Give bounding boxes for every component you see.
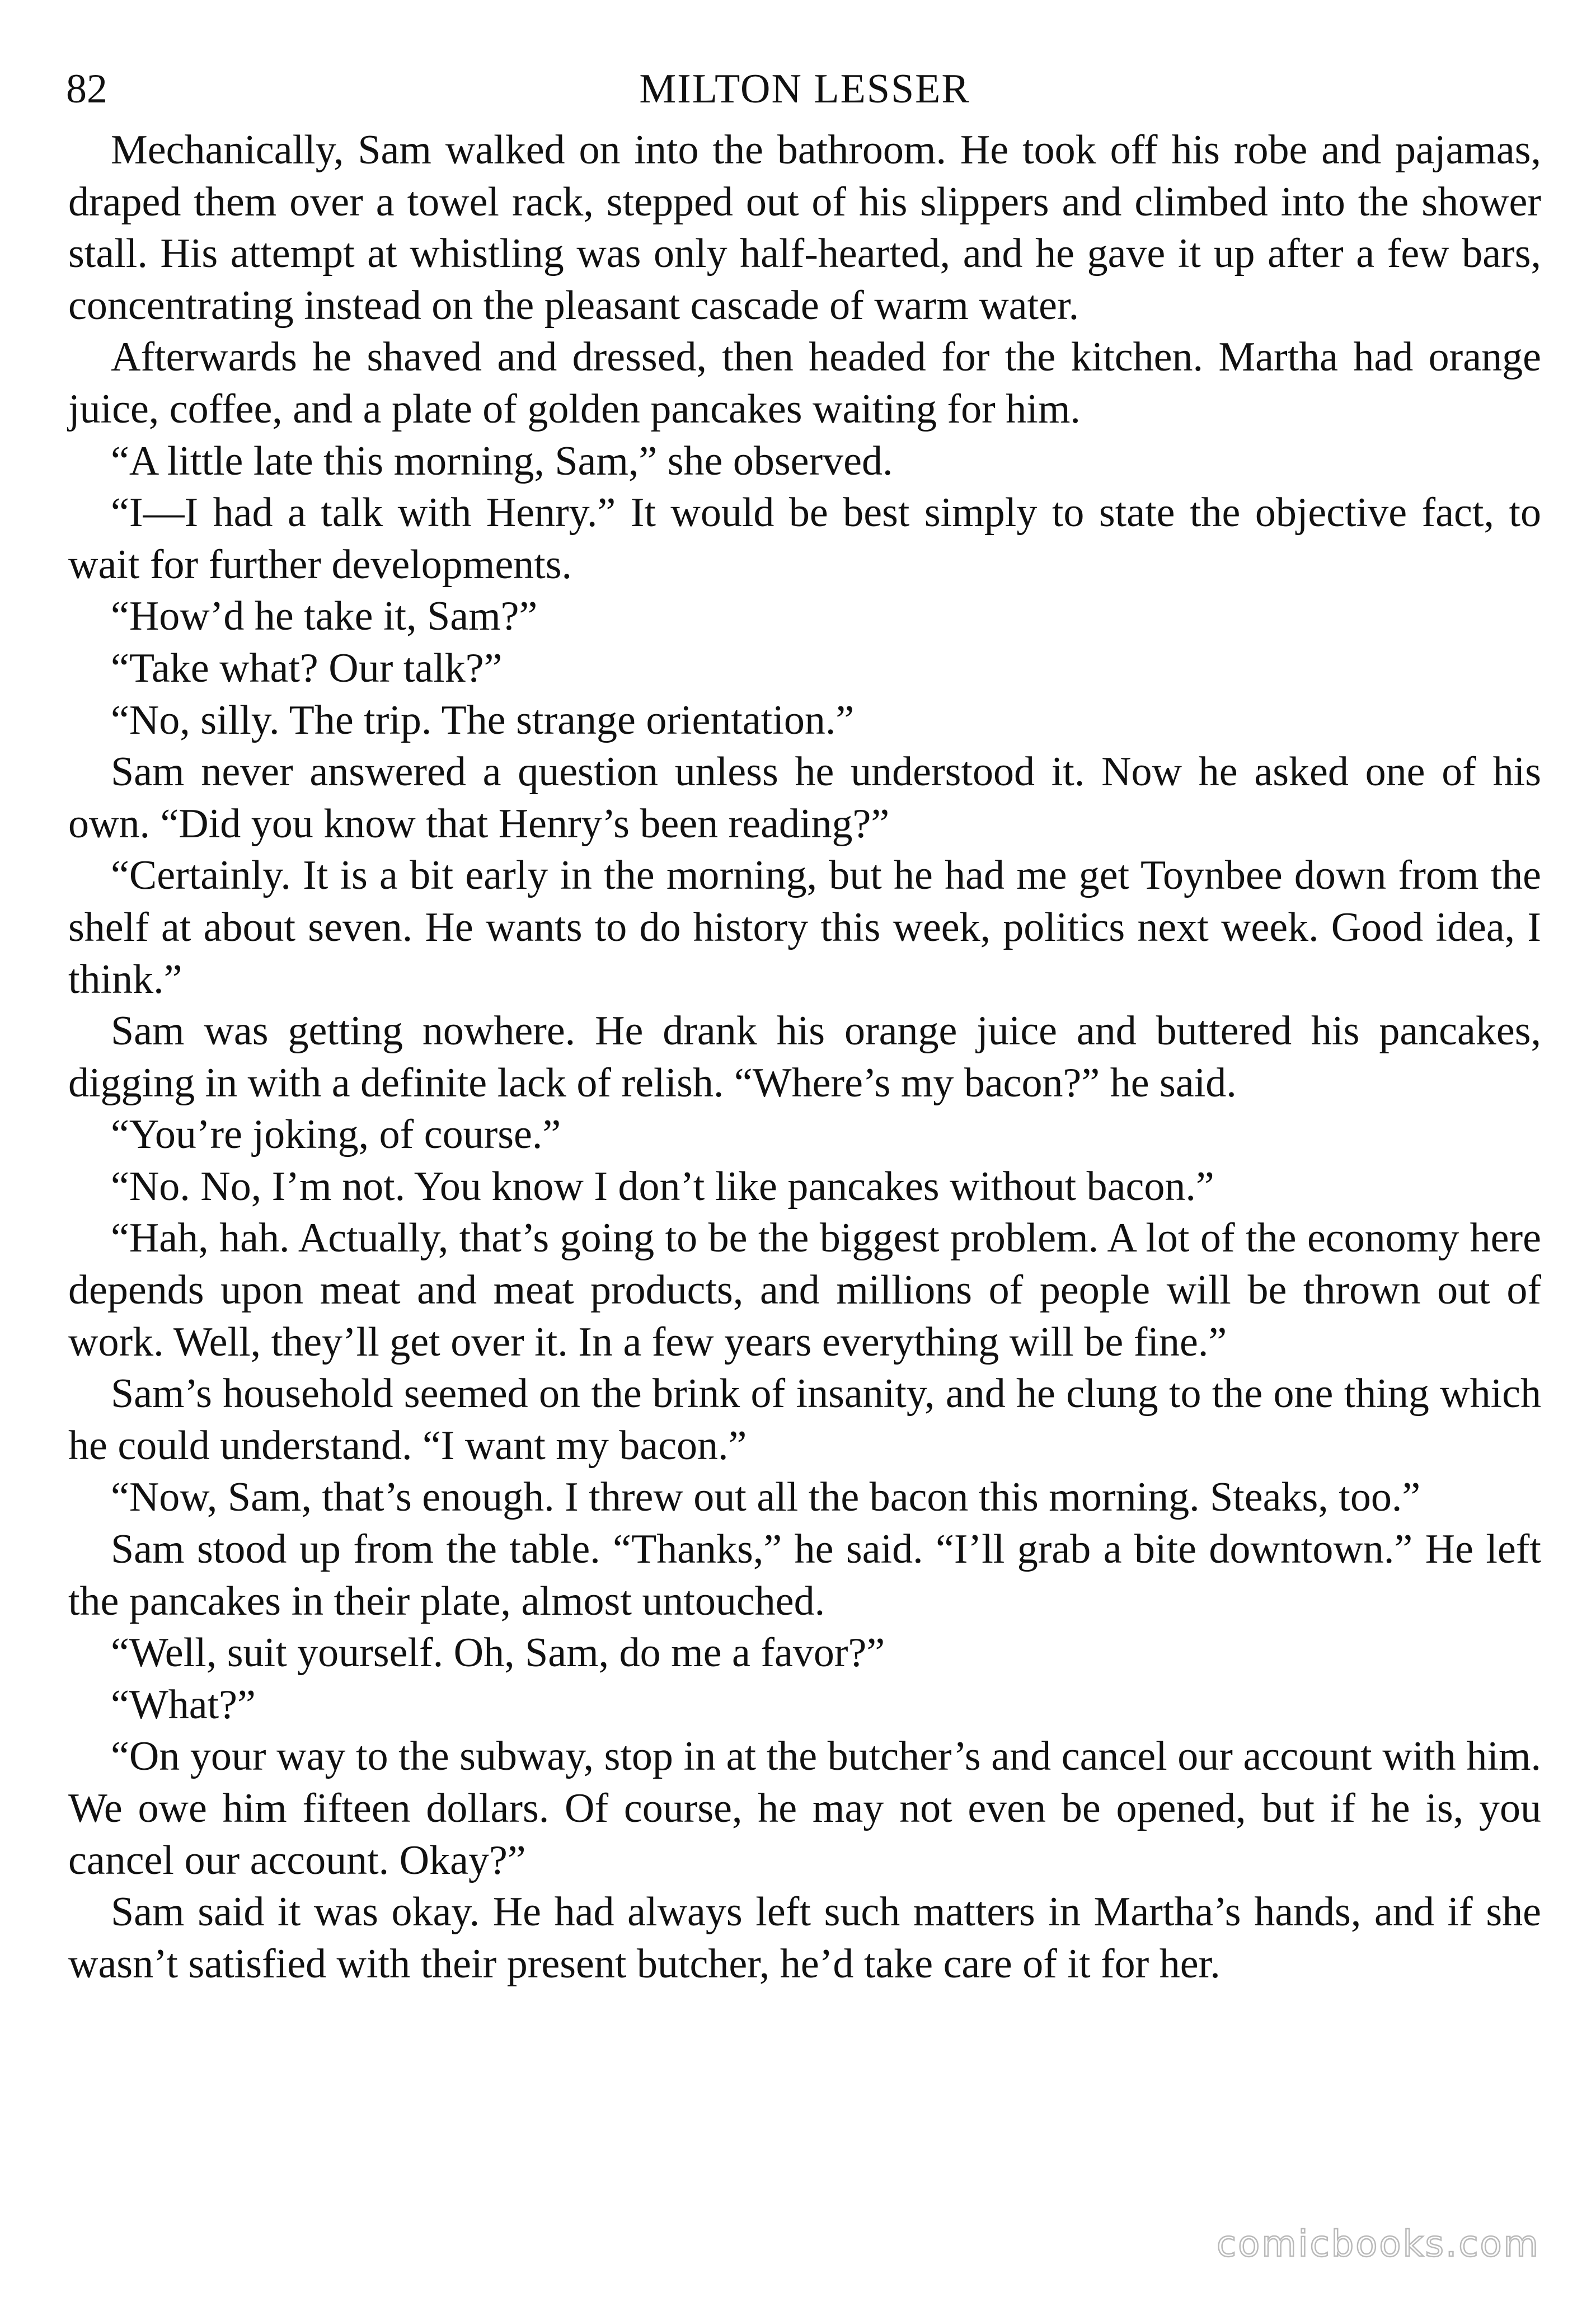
paragraph: “You’re joking, of course.” [111, 1112, 561, 1158]
paragraph: “On your way to the subway, stop in at the butcher’s and cancel our account with him. We owe him fifteen dollars. Of course, he may not even be opened, but if he is, you cancel our account. Okay?” [68, 1733, 1541, 1883]
paragraph: Sam said it was okay. He had always left such matters in Martha’s hands, and if she wasn’t satisfied with their present butcher, he’d take care of it for her. [68, 1889, 1541, 1987]
paragraph: “Well, suit yourself. Oh, Sam, do me a favor?” [111, 1630, 885, 1676]
paragraph: Mechanically, Sam walked on into the bathroom. He took off his robe and pajamas, draped them over a towel rack, stepped out of his slippers and climbed into the shower stall. His attempt at whistling was only half-hearted, and he gave it up after a few bars, concentrating instead on the pleasant cascade of warm water. [68, 127, 1541, 329]
body-text [68, 124, 1541, 1990]
page-header [66, 58, 1543, 120]
paragraph: Afterwards he shaved and dressed, then headed for the kitchen. Martha had orange juice, coffee, and a plate of golden pancakes waiting for him. [68, 334, 1541, 432]
paragraph: “How’d he take it, Sam?” [111, 593, 538, 640]
watermark: comicbooks.com [1216, 2224, 1540, 2265]
paragraph: “Take what? Our talk?” [111, 645, 503, 691]
running-head: MILTON LESSER [639, 66, 970, 112]
paragraph: “I—I had a talk with Henry.” It would be best simply to state the objective fact, to wait for further developments. [68, 490, 1541, 588]
paragraph: “What?” [111, 1681, 256, 1728]
paragraph: Sam never answered a question unless he understood it. Now he asked one of his own. “Did you know that Henry’s been reading?” [68, 749, 1541, 847]
paragraph: Sam’s household seemed on the brink of insanity, and he clung to the one thing which he could understand. “I want my bacon.” [68, 1371, 1541, 1469]
paragraph: “Hah, hah. Actually, that’s going to be the biggest problem. A lot of the economy here depends upon meat and meat products, and millions of people will be thrown out of work. Well, they’ll get over it. In a few years everything will be fine.” [68, 1215, 1541, 1365]
paragraph: Sam stood up from the table. “Thanks,” he said. “I’ll grab a bite downtown.” He left the pancakes in their plate, almost untouched. [68, 1526, 1541, 1624]
paragraph: “Now, Sam, that’s enough. I threw out all the bacon this morning. Steaks, too.” [111, 1474, 1421, 1521]
paragraph: “No, silly. The trip. The strange orientation.” [111, 697, 855, 743]
paragraph: “No. No, I’m not. You know I don’t like pancakes without bacon.” [111, 1163, 1214, 1210]
paragraph: “A little late this morning, Sam,” she observed. [111, 438, 893, 484]
page-number: 82 [66, 66, 107, 112]
paragraph: “Certainly. It is a bit early in the morning, but he had me get Toynbee down from the shelf at about seven. He wants to do history this week, politics next week. Good idea, I think.” [68, 852, 1541, 1002]
paragraph: Sam was getting nowhere. He drank his orange juice and buttered his pancakes, digging in with a definite lack of relish. “Where’s my bacon?” he said. [68, 1008, 1541, 1106]
